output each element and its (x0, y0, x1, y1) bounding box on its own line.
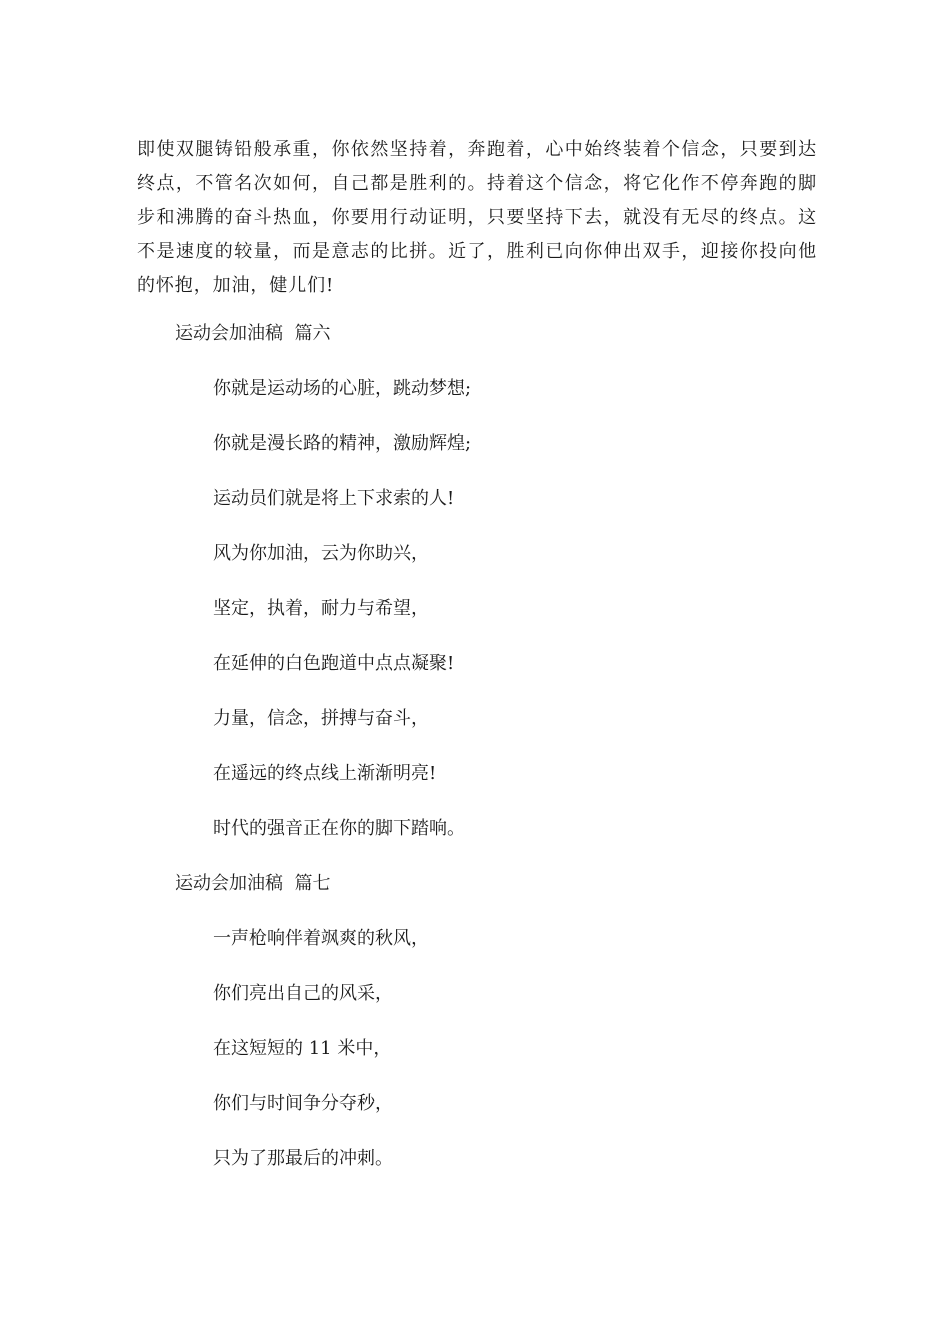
verse-line: 你们与时间争分夺秒， (213, 1093, 393, 1114)
verse-line: 运动员们就是将上下求索的人! (213, 488, 455, 509)
verse-line: 在延伸的白色跑道中点点凝聚! (213, 653, 455, 674)
verse-line: 时代的强音正在你的脚下踏响。 (213, 818, 465, 839)
verse-line: 风为你加油，云为你助兴， (213, 543, 429, 564)
verse-line: 你就是运动场的心脏，跳动梦想; (213, 378, 472, 399)
intro-paragraph: 即使双腿铸铅般承重，你依然坚持着，奔跑着，心中始终装着个信念，只要到达终点，不管名次如何，自己都是胜利的。持着这个信念，将它化作不停奔跑的脚步和沸腾的奋斗热血，你要用行动证明，只要坚持下去，就没有无尽的终点。这不是速度的较量，而是意志的比拼。近了，胜利已向你伸出双手，迎接你投向他的怀抱，加油，健儿们! (137, 139, 817, 296)
verse-line: 你就是漫长路的精神，激励辉煌; (213, 433, 472, 454)
verse-line: 坚定，执着，耐力与希望， (213, 598, 429, 619)
section-heading-7: 运动会加油稿 篇七 (175, 873, 331, 894)
verse-line: 你们亮出自己的风采， (213, 983, 393, 1004)
verse-line: 只为了那最后的冲刺。 (213, 1148, 393, 1169)
verse-line: 力量，信念，拼搏与奋斗， (213, 708, 429, 729)
section-heading-6: 运动会加油稿 篇六 (175, 323, 331, 344)
verse-line: 在遥远的终点线上渐渐明亮! (213, 763, 437, 784)
verse-line: 在这短短的 11 米中， (213, 1038, 392, 1059)
verse-line: 一声枪响伴着飒爽的秋风， (213, 928, 429, 949)
